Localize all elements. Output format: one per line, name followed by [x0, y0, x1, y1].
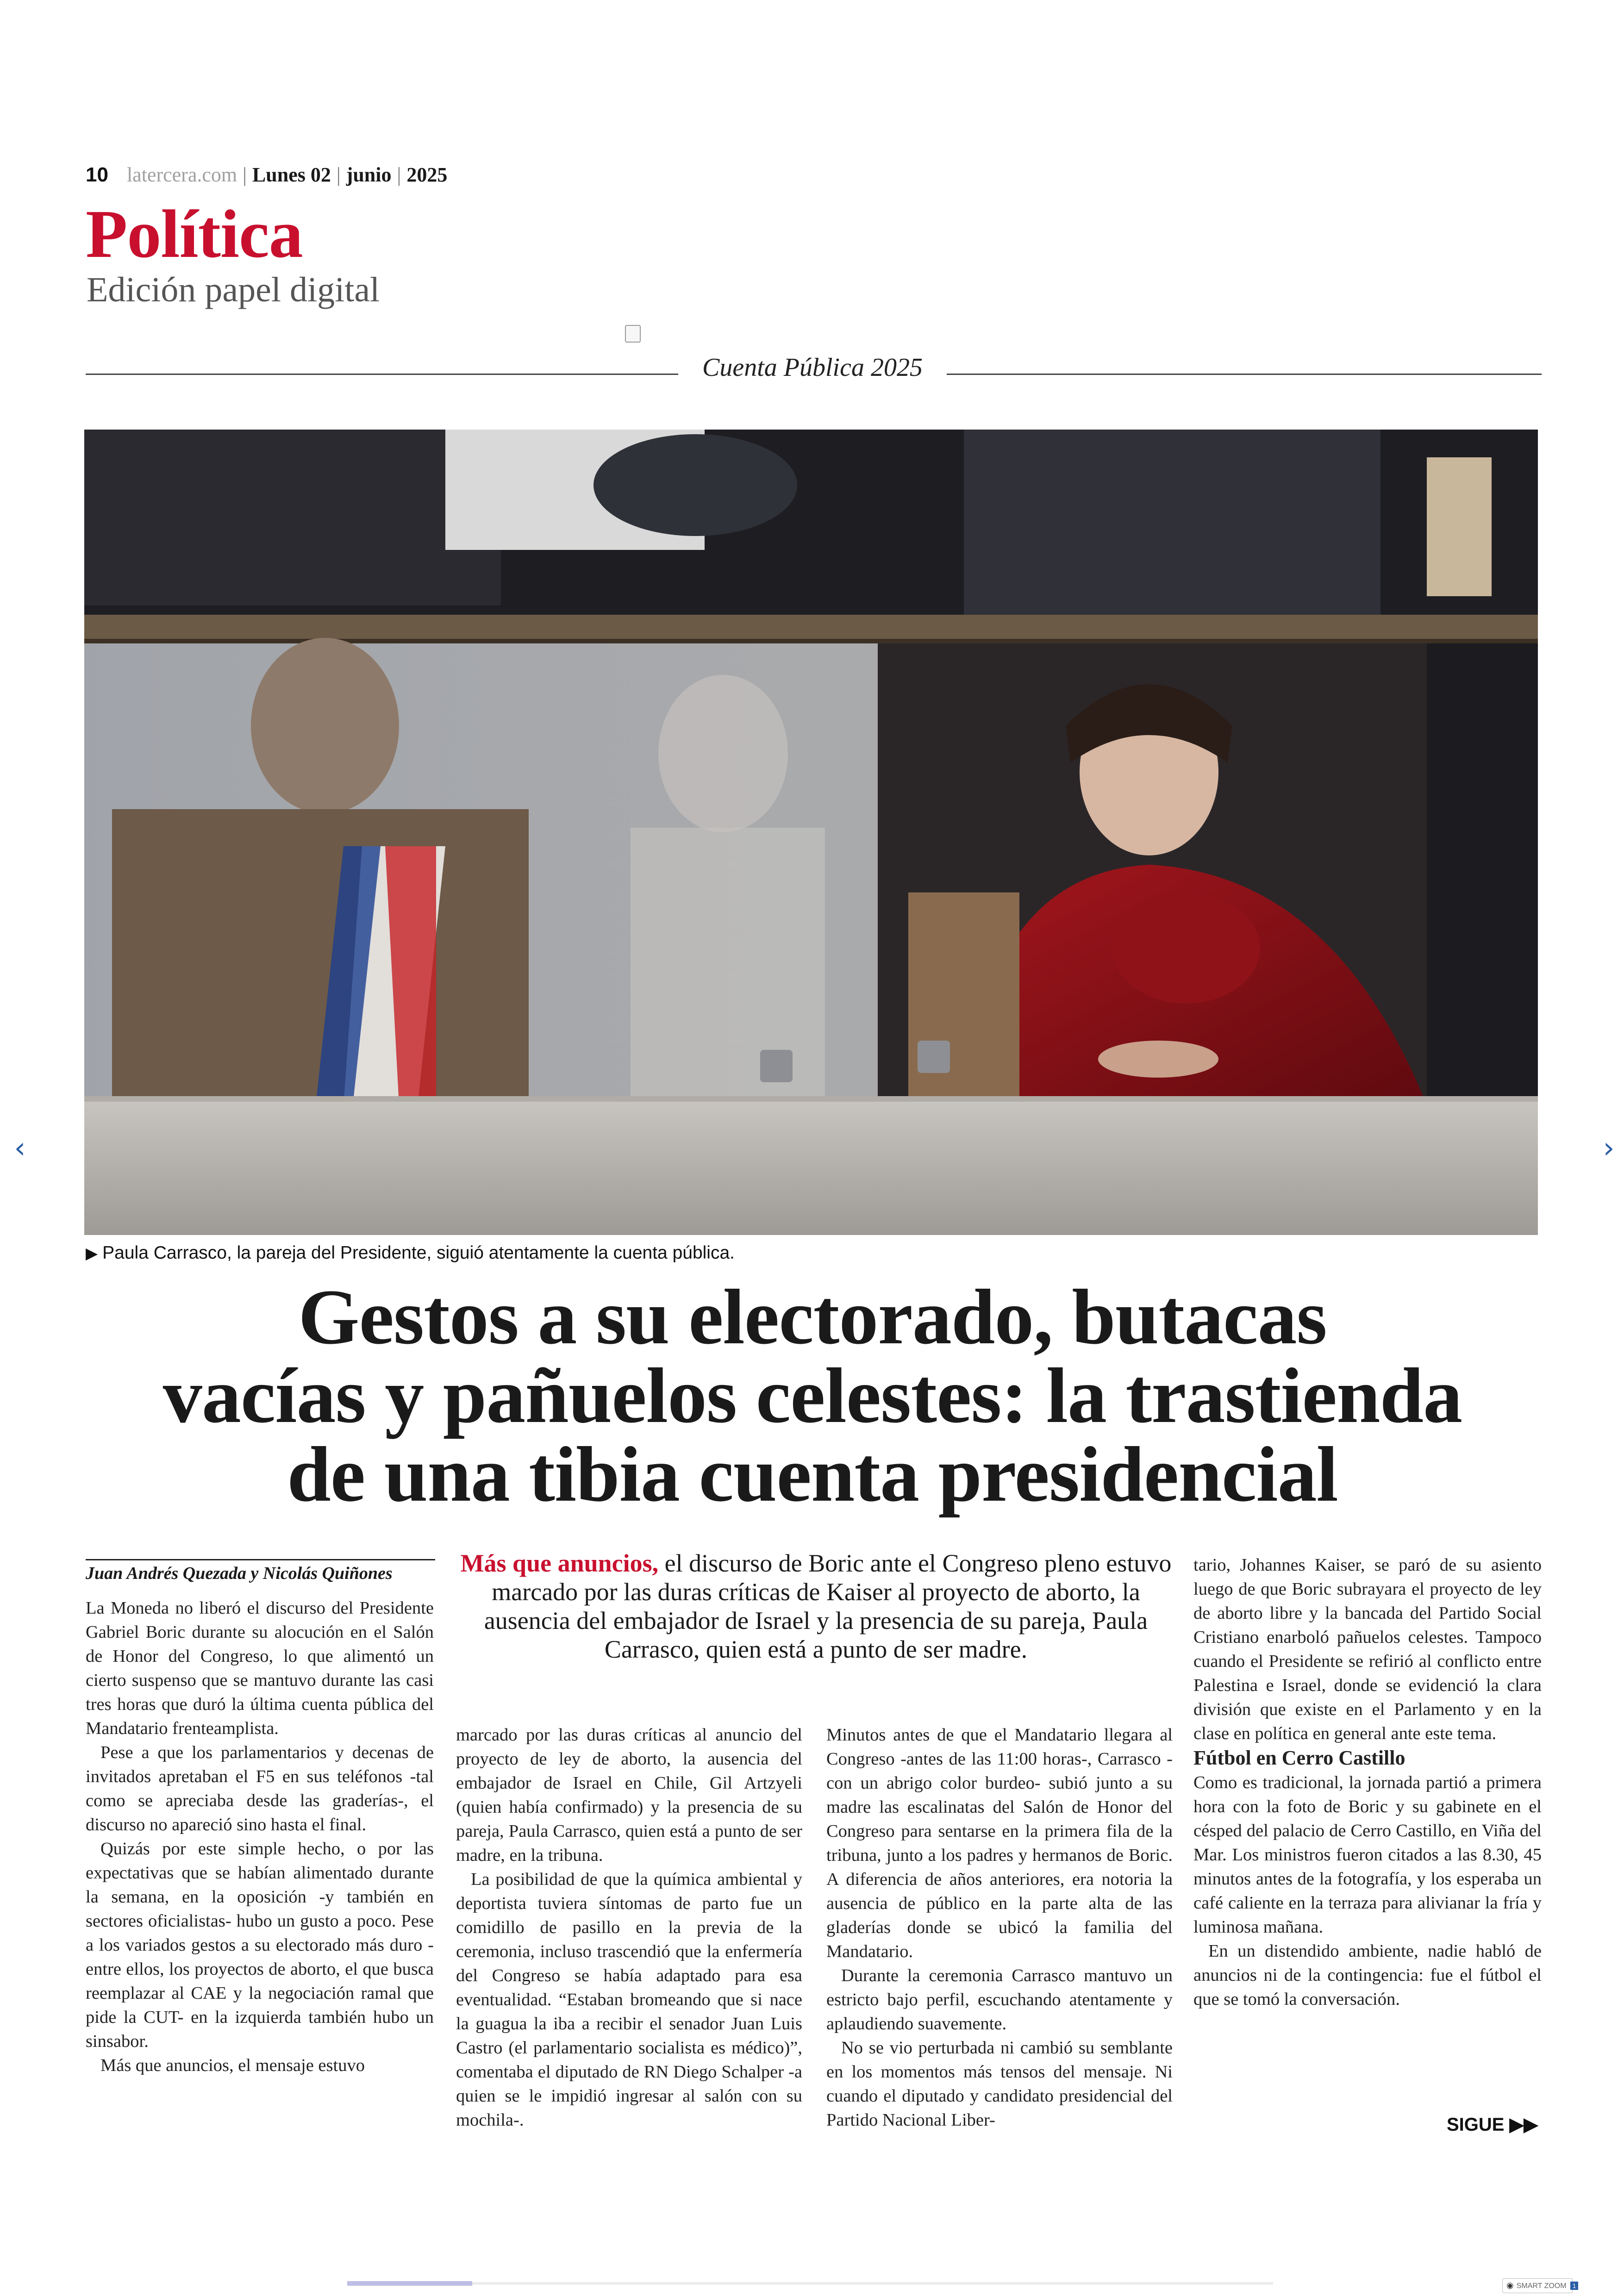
byline: Juan Andrés Quezada y Nicolás Quiñones: [86, 1559, 435, 1588]
caption-text: Paula Carrasco, la pareja del Presidente, siguió atentamente la cuenta pública.: [102, 1243, 735, 1263]
section-title: Política: [86, 196, 303, 272]
body-column-3: [826, 1723, 1173, 2132]
paragraph: Durante la ceremonia Carrasco mantuvo un estricto bajo perfil, escuchando atentamente y aplaudiendo suavemente.: [826, 1966, 1173, 2033]
headline: [86, 1273, 1539, 1518]
paragraph: tario, Johannes Kaiser, se paró de su asiento luego de que Boric subrayara el proyecto de ley de aborto libre y la bancada del Partido Social Cristiano enarboló pañuelos celestes. Tampoco cuando el Presidente se refirió al conflicto entre Palestina e Israel, donde se evidenció la clara división que existe en el Parlamento y en la clase en política en general ante este tema.: [1193, 1555, 1542, 1743]
paragraph: Como es tradicional, la jornada partió a primera hora con la foto de Boric y su gabinete en el césped del palacio de Cerro Castillo, en Viña del Mar. Los ministros fueron citados a las 8.30, 45 minutos antes de la fotografía, y los esperaba un café caliente en la terraza para alivianar la fría y luminosa mañana.: [1193, 1773, 1542, 1937]
body-column-1: [86, 1596, 434, 2077]
paragraph: La Moneda no liberó el discurso del Presidente Gabriel Boric durante su alocución en el Salón de Honor del Congreso, lo que alimentó un cierto suspenso que se mantuvo durante las casi tres horas que duró la última cuenta pública del Mandatario frenteamplista.: [86, 1598, 434, 1738]
smart-zoom-count: 1: [1570, 2282, 1579, 2290]
continue-label: SIGUE ▶▶: [1447, 2114, 1538, 2135]
eye-icon: ◉: [1506, 2281, 1514, 2290]
headline-line-2: vacías y pañuelos celestes: la trastienda: [162, 1352, 1462, 1439]
kicker: Cuenta Pública 2025: [702, 353, 923, 382]
chevron-left-icon[interactable]: ‹: [14, 1131, 26, 1165]
body-column-2: [456, 1723, 802, 2132]
chevron-right-icon[interactable]: ›: [1603, 1131, 1615, 1165]
subheading: Fútbol en Cerro Castillo: [1193, 1746, 1405, 1769]
header-year: 2025: [406, 163, 448, 186]
separator: |: [336, 163, 341, 186]
edition-label: Edición papel digital: [87, 270, 380, 309]
site-name: latercera.com: [126, 163, 237, 186]
paragraph: Quizás por este simple hecho, o por las expectativas que se habían alimentado durante la semana, en la oposición -y también en sectores oficialistas- hubo un gusto a poco. Pese a los variados gestos a su electorado más duro -entre ellos, los proyectos de aborto, el que busca reemplazar al CAE y la negociación ramal que pide la CUT- en la izquierda también hubo un sinsabor.: [86, 1839, 434, 2051]
page-scroll-thumb[interactable]: [347, 2281, 472, 2286]
paragraph: La posibilidad de que la química ambiental y deportista tuviera síntomas de parto fue un comidillo de pasillo en la previa de la ceremonia, incluso trascendió que la enfermería del Congreso se había adaptado para esa eventualidad. “Estaban bromeando que si nace la guagua la iba a recibir el senador Juan Luis Castro (el parlamentario socialista es médico)”, comentaba el diputado de RN Diego Schalper -a quien se le impidió ingresar al salón con su mochila-.: [456, 1870, 802, 2130]
header-month: junio: [346, 163, 392, 186]
paragraph: Más que anuncios, el mensaje estuvo: [100, 2056, 365, 2075]
header-day: Lunes 02: [252, 163, 331, 186]
paragraph: Minutos antes de que el Mandatario llegara al Congreso -antes de las 11:00 horas-, Carrasco -con un abrigo color burdeo- subió junto a su madre las escalinatas del Salón de Honor del Congreso para sentarse en la primera fila de la tribuna, junto a los padres y hermanos de Boric. A diferencia de años anteriores, era notoria la ausencia de público en la parte alta de las gladerías donde se ubicó la familia del Mandatario.: [826, 1725, 1173, 1961]
lead-text: el discurso de Boric ante el Congreso pleno estuvo marcado por las duras críticas de Kaiser al proyecto de aborto, la ausencia del embajador de Israel y la presencia de su pareja, Paula Carrasco, quien está a punto de ser madre.: [484, 1549, 1172, 1663]
photo-caption: [86, 1243, 735, 1263]
smart-zoom-label: SMART ZOOM: [1516, 2282, 1567, 2290]
smart-zoom-button[interactable]: [1502, 2278, 1576, 2293]
page-scroll-track[interactable]: [347, 2282, 1273, 2285]
body-column-4: [1193, 1553, 1542, 2011]
page-header: [86, 163, 447, 187]
headline-line-3: de una tibia cuenta presidencial: [287, 1431, 1338, 1518]
separator: |: [397, 163, 401, 186]
paragraph: marcado por las duras críticas al anuncio del proyecto de ley de aborto, la ausencia del embajador de Israel en Chile, Gil Artzyeli (quien había confirmado) y la presencia de su pareja, Paula Carrasco, quien está a punto de ser madre, en la tribuna.: [456, 1725, 802, 1865]
document-icon[interactable]: [625, 325, 641, 343]
lead-highlight: Más que anuncios,: [460, 1549, 659, 1577]
paragraph: No se vio perturbada ni cambió su semblante en los momentos más tensos del mensaje. Ni cuando el diputado y candidato presidencial del Partido Nacional Liber-: [826, 2038, 1173, 2130]
main-photo: [84, 430, 1538, 1235]
paragraph: Pese a que los parlamentarios y decenas de invitados apretaban el F5 en sus teléfonos -tal como se apreciaba desde las graderías-, el discurso no apareció sino hasta el final.: [86, 1743, 434, 1834]
headline-line-1: Gestos a su electorado, butacas: [298, 1273, 1327, 1360]
paragraph: En un distendido ambiente, nadie habló de anuncios ni de la contingencia: fue el fútbol el que se tomó la conversación.: [1193, 1941, 1542, 2009]
divider: [86, 374, 678, 375]
page-number: 10: [86, 163, 108, 186]
separator: |: [243, 163, 247, 186]
lead-paragraph: [458, 1549, 1174, 1664]
divider: [947, 374, 1542, 375]
caption-marker-icon: ▶: [86, 1245, 98, 1262]
